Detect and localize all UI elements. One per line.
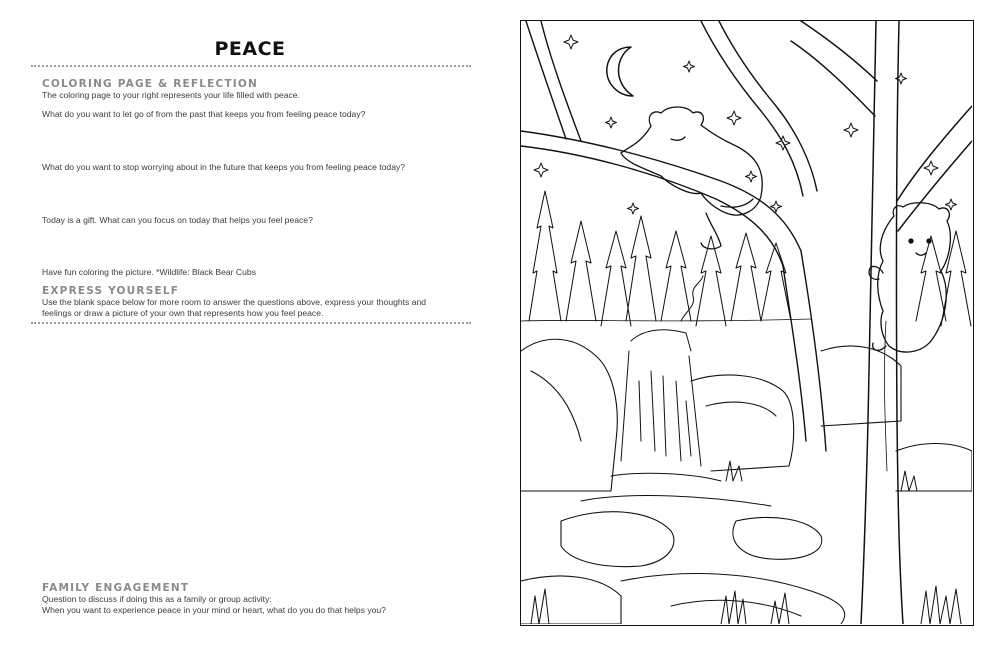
moon-icon: [607, 47, 633, 96]
waterfall: [621, 276, 703, 466]
bear-cubs: [621, 107, 950, 352]
coloring-intro-text: The coloring page to your right represents your life filled with peace.: [42, 90, 300, 100]
question-today: Today is a gift. What can you focus on today that helps you feel peace?: [42, 215, 313, 225]
pine-forest: [521, 191, 971, 326]
question-past: What do you want to let go of from the past that keeps you from feeling peace today?: [42, 109, 366, 119]
family-engagement-heading: FAMILY ENGAGEMENT: [42, 582, 190, 594]
family-question-intro: Question to discuss if doing this as a family or group activity:: [42, 594, 272, 604]
express-yourself-heading: EXPRESS YOURSELF: [42, 285, 180, 297]
question-future: What do you want to stop worrying about in the future that keeps you from feeling peace today?: [42, 162, 406, 172]
page-title: PEACE: [214, 38, 286, 60]
top-divider: [31, 65, 471, 67]
coloring-fun-note: Have fun coloring the picture. *Wildlife: Black Bear Cubs: [42, 267, 256, 277]
express-divider: [31, 322, 471, 324]
branch: [521, 21, 826, 451]
stars-icon: [534, 35, 957, 214]
coloring-reflection-heading: COLORING PAGE & REFLECTION: [42, 78, 259, 90]
rocks: [521, 339, 972, 624]
grass: [531, 461, 961, 624]
express-text-line2: feelings or draw a picture of your own that represents how you feel peace.: [42, 308, 324, 318]
family-question: When you want to experience peace in your mind or heart, what do you do that helps you?: [42, 605, 386, 615]
coloring-illustration: [520, 20, 974, 626]
express-text-line1: Use the blank space below for more room to answer the questions above, express your thoughts and: [42, 297, 427, 307]
